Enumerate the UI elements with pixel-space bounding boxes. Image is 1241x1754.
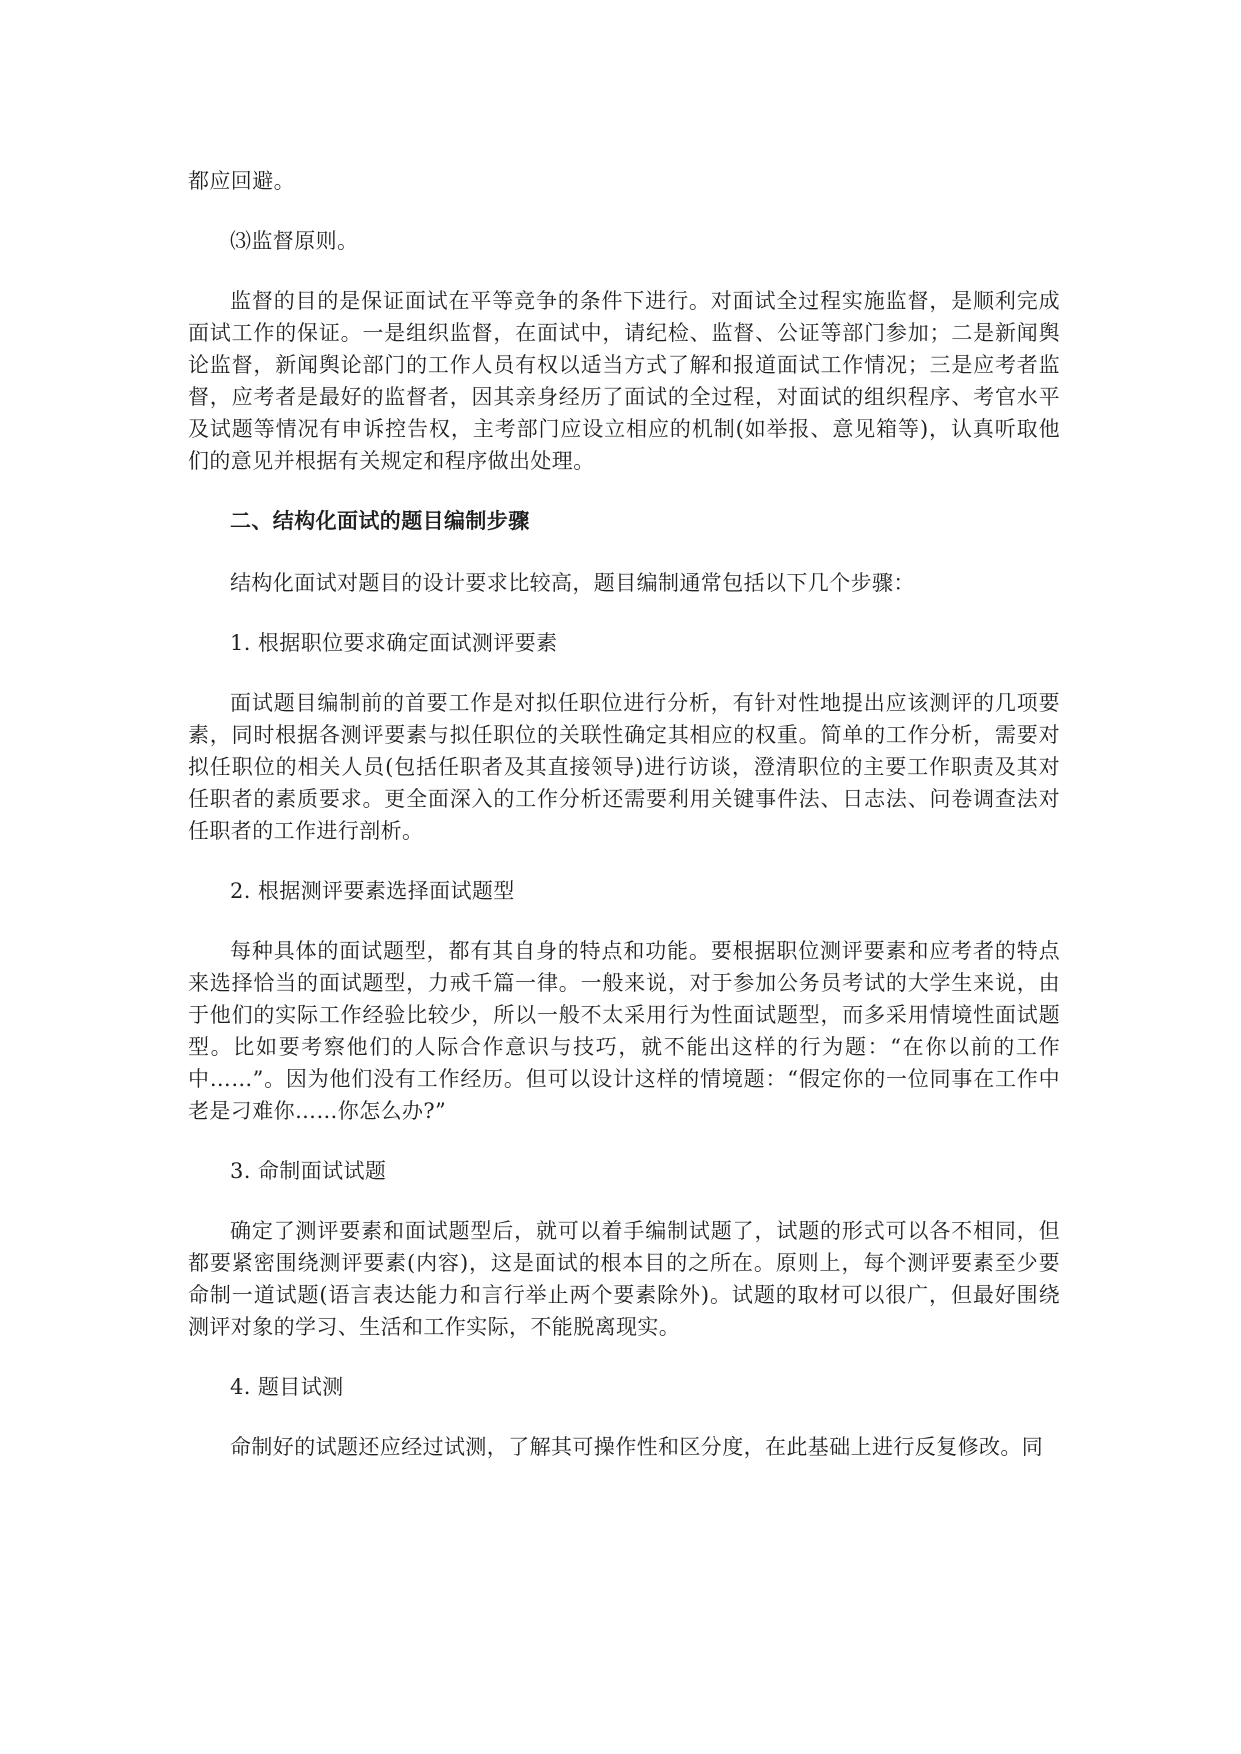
paragraph-steps-intro: 结构化面试对题目的设计要求比较高，题目编制通常包括以下几个步骤： (230, 571, 915, 595)
paragraph-supervision-purpose: 监督的目的是保证面试在平等竞争的条件下进行。对面试全过程实施监督，是顺利完成面试工作的保证。一是组织监督，在面试中，请纪检、监督、公证等部门参加；二是新闻舆论监督，新闻舆论部门的工作人员有权以适当方式了解和报道面试工作情况；三是应考者监督，应考者是最好的监督者，因其亲身经历了面试的全过程，对面试的组织程序、考官水平及试题等情况有申诉控告权，主考部门应设立相应的机制(如举报、意见箱等)，认真听取他们的意见并根据有关规定和程序做出处理。 (188, 289, 1060, 473)
step-4-title: 4. 题目试测 (230, 1375, 344, 1399)
step-1-body: 面试题目编制前的首要工作是对拟任职位进行分析，有针对性地提出应该测评的几项要素，同时根据各测评要素与拟任职位的关联性确定其相应的权重。简单的工作分析，需要对拟任职位的相关人员(包括任职者及其直接领导)进行访谈，澄清职位的主要工作职责及其对任职者的素质要求。更全面深入的工作分析还需要利用关键事件法、日志法、问卷调查法对任职者的工作进行剖析。 (188, 691, 1060, 843)
step-3-body: 确定了测评要素和面试题型后，就可以着手编制试题了，试题的形式可以各不相同，但都要紧密围绕测评要素(内容)，这是面试的根本目的之所在。原则上，每个测评要素至少要命制一道试题(语言表达能力和言行举止两个要素除外)。试题的取材可以很广，但最好围绕测评对象的学习、生活和工作实际，不能脱离现实。 (188, 1219, 1060, 1339)
paragraph-continuation: 都应回避。 (188, 169, 295, 193)
step-2-title: 2. 根据测评要素选择面试题型 (230, 879, 515, 903)
step-4-body: 命制好的试题还应经过试测，了解其可操作性和区分度，在此基础上进行反复修改。同 (230, 1435, 1044, 1459)
section-heading-question-steps: 二、结构化面试的题目编制步骤 (230, 508, 530, 533)
paragraph-supervision-principle-title: ⑶监督原则。 (230, 229, 359, 253)
step-3-title: 3. 命制面试试题 (230, 1159, 387, 1183)
step-2-body: 每种具体的面试题型，都有其自身的特点和功能。要根据职位测评要素和应考者的特点来选择恰当的面试题型，力戒千篇一律。一般来说，对于参加公务员考试的大学生来说，由于他们的实际工作经验比较少，所以一般不太采用行为性面试题型，而多采用情境性面试题型。比如要考察他们的人际合作意识与技巧，就不能出这样的行为题：“在你以前的工作中……”。因为他们没有工作经历。但可以设计这样的情境题：“假定你的一位同事在工作中老是刁难你……你怎么办?” (188, 939, 1060, 1123)
document-body (188, 165, 1060, 1491)
step-1-title: 1. 根据职位要求确定面试测评要素 (230, 631, 558, 655)
